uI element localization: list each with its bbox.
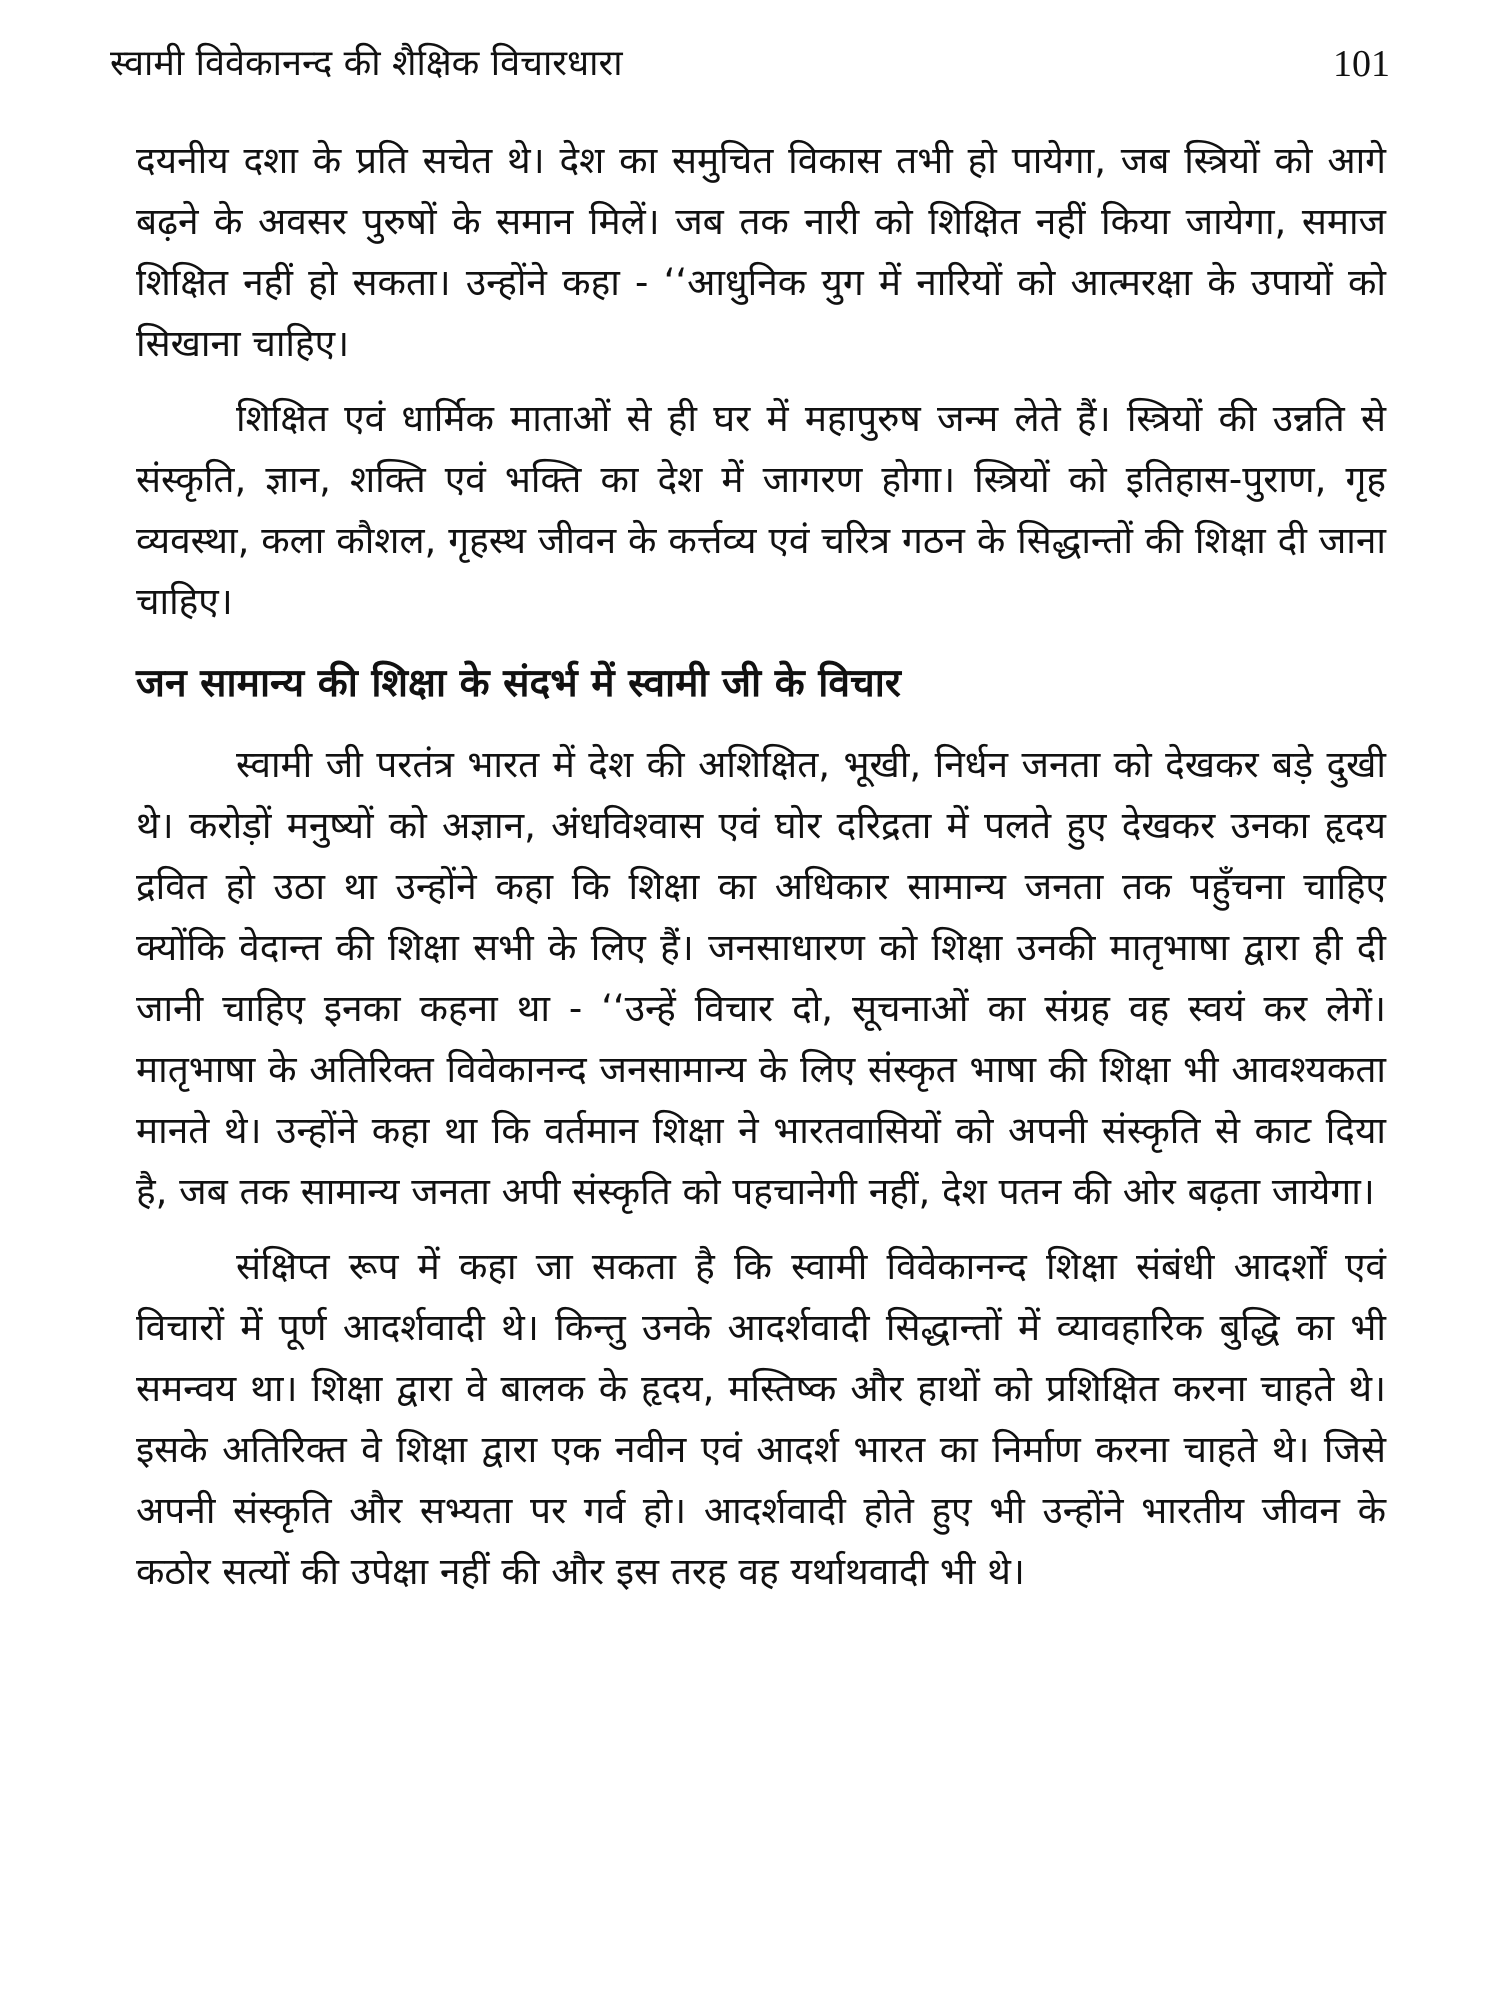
paragraph-gap bbox=[136, 1222, 1386, 1236]
page-body bbox=[136, 130, 1386, 1602]
page-number: 101 bbox=[1333, 43, 1390, 85]
paragraph-2: शिक्षित एवं धार्मिक माताओं से ही घर में महापुरुष जन्म लेते हैं। स्त्रियों की उन्नति से संस्कृति, ज्ञान, शक्ति एवं भक्ति का देश में जागरण होगा। स्त्रियों को इतिहास-पुराण, गृह व्यवस्था, कला कौशल, गृहस्थ जीवन के कर्त्तव्य एवं चरित्र गठन के सिद्धान्तों की शिक्षा दी जाना चाहिए। bbox=[136, 397, 1386, 623]
running-head bbox=[110, 34, 1390, 94]
section-heading: जन सामान्य की शिक्षा के संदर्भ में स्वामी जी के विचार bbox=[136, 661, 901, 706]
paragraph-4: संक्षिप्त रूप में कहा जा सकता है कि स्वामी विवेकानन्द शिक्षा संबंधी आदर्शों एवं विचारों में पूर्ण आदर्शवादी थे। किन्तु उनके आदर्शवादी सिद्धान्तों में व्यावहारिक बुद्धि का भी समन्वय था। शिक्षा द्वारा वे बालक के हृदय, मस्तिष्क और हाथों को प्रशिक्षित करना चाहते थे। इसके अतिरिक्त वे शिक्षा द्वारा एक नवीन एवं आदर्श भारत का निर्माण करना चाहते थे। जिसे अपनी संस्कृति और सभ्यता पर गर्व हो। आदर्शवादी होते हुए भी उन्होंने भारतीय जीवन के कठोर सत्यों की उपेक्षा नहीं की और इस तरह वह यर्थाथवादी भी थे। bbox=[136, 1245, 1386, 1593]
running-title: स्वामी विवेकानन्द की शैक्षिक विचारधारा bbox=[110, 43, 623, 84]
paragraph-gap bbox=[136, 374, 1386, 388]
paragraph-3: स्वामी जी परतंत्र भारत में देश की अशिक्षित, भूखी, निर्धन जनता को देखकर बड़े दुखी थे। करोड़ों मनुष्यों को अज्ञान, अंधविश्वास एवं घोर दरिद्रता में पलते हुए देखकर उनका हृदय द्रवित हो उठा था उन्होंने कहा कि शिक्षा का अधिकार सामान्य जनता तक पहुँचना चाहिए क्योंकि वेदान्त की शिक्षा सभी के लिए हैं। जनसाधारण को शिक्षा उनकी मातृभाषा द्वारा ही दी जानी चाहिए इनका कहना था - ‘‘उन्हें विचार दो, सूचनाओं का संग्रह वह स्वयं कर लेगें। मातृभाषा के अतिरिक्त विवेकानन्द जनसामान्य के लिए संस्कृत भाषा की शिक्षा भी आवश्यकता मानते थे। उन्होंने कहा था कि वर्तमान शिक्षा ने भारतवासियों को अपनी संस्कृति से काट दिया है, जब तक सामान्य जनता अपी संस्कृति को पहचानेगी नहीं, देश पतन की ओर बढ़ता जायेगा। bbox=[136, 743, 1386, 1213]
paragraph-1: दयनीय दशा के प्रति सचेत थे। देश का समुचित विकास तभी हो पायेगा, जब स्त्रियों को आगे बढ़ने के अवसर पुरुषों के समान मिलें। जब तक नारी को शिक्षित नहीं किया जायेगा, समाज शिक्षित नहीं हो सकता। उन्होंने कहा - ‘‘आधुनिक युग में नारियों को आत्मरक्षा के उपायों को सिखाना चाहिए। bbox=[136, 139, 1386, 365]
